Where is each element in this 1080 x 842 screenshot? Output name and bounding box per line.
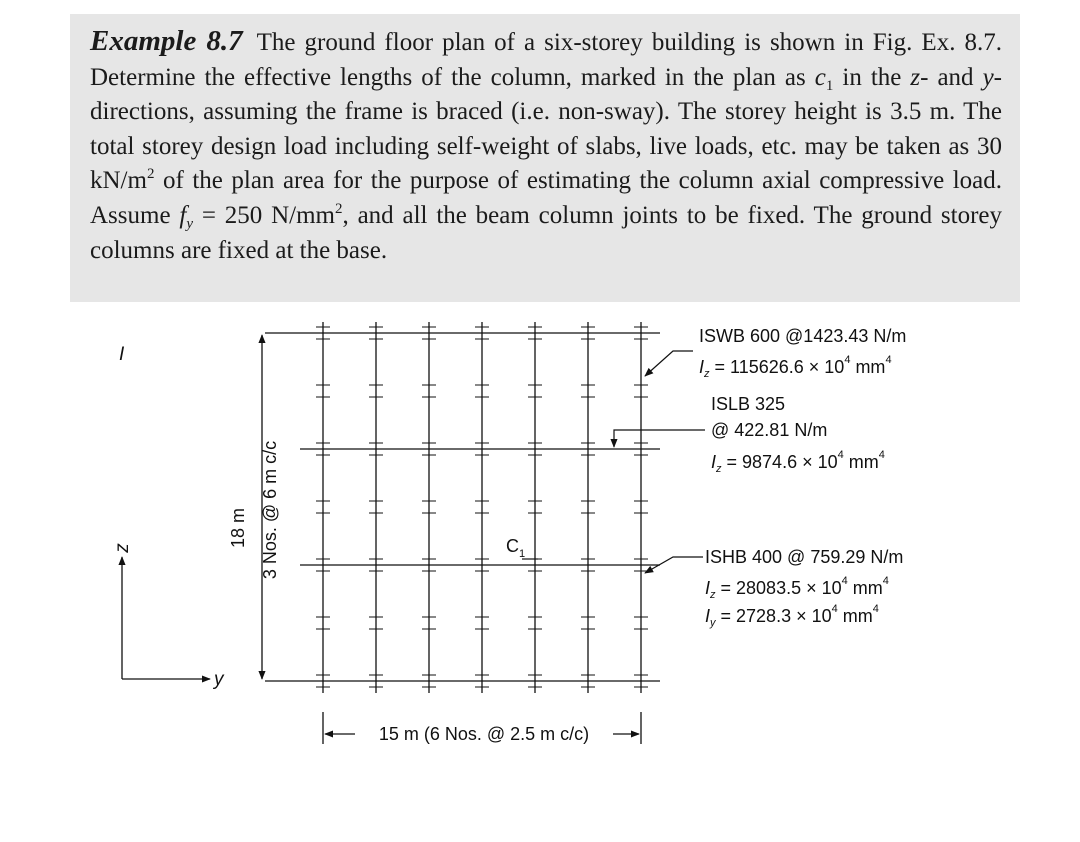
y-symbol: y (982, 63, 994, 91)
section-mark: I (119, 344, 125, 365)
z-symbol: z (910, 63, 921, 91)
column-label: C (506, 536, 519, 556)
beam-3-inertia-z: $I_z = 28083.5 \times 10^4$ $mm^4$ (705, 575, 889, 601)
fy-symbol: f (179, 201, 187, 229)
beam-3-name: ISHB 400 @ 759.29 N/m (705, 547, 904, 567)
dimension-vertical-spacing: 3 Nos. @ 6 m c/c (260, 440, 280, 580)
beam-2-annotation (711, 394, 885, 475)
axes (112, 344, 225, 690)
problem-text-2: in the (833, 63, 911, 91)
column-symbol: c (814, 63, 826, 91)
column-symbol-subscript: 1 (825, 77, 834, 94)
problem-text-6: = 250 N/mm (193, 201, 335, 229)
beam-1-inertia: $I_z = 115626.6 \times 10^4$ $mm^4$ (699, 354, 892, 380)
beam-1-name: ISWB 600 @1423.43 N/m (699, 326, 907, 346)
squared-1: 2 (146, 166, 155, 183)
beam-3-annotation (705, 547, 903, 629)
fy-subscript: y (186, 215, 194, 232)
z-axis-label: z (112, 543, 133, 553)
y-axis-label: y (214, 669, 224, 690)
column-lines (323, 322, 641, 693)
column-label-subscript: 1 (519, 548, 526, 560)
squared-2: 2 (335, 200, 343, 217)
problem-text-1: The ground floor plan of a six-storey building is shown in Fig. Ex. 8.7. Determine the effective lengths of the column, marked in the plan as (90, 29, 1002, 91)
dimension-vertical-total: 18 m (228, 507, 248, 549)
problem-text-3: - and (920, 63, 983, 91)
leaders (614, 351, 705, 573)
beam-2-name: ISLB 325 (711, 394, 786, 414)
leader-beam-2 (614, 430, 705, 447)
example-title: Example 8.7 (90, 25, 243, 57)
problem-text-5: of the plan area for the purpose of estimating the column axial compressive load. Assume (90, 167, 1002, 229)
leader-beam-1 (645, 351, 693, 376)
problem-text-4: -directions, assuming the frame is braced (i.e. non-sway). The storey height is 3.5 m. The total storey design load including self-weight of slabs, live loads, etc. may be taken as 30 kN/m (90, 63, 1002, 195)
vertical-dimension (228, 335, 280, 679)
beam-2-inertia: $I_z = 9874.6 \times 10^4$ $mm^4$ (711, 449, 885, 475)
horizontal-dimension (323, 712, 641, 744)
dimension-horizontal: 15 m (6 Nos. @ 2.5 m c/c) (378, 724, 590, 744)
problem-text-7: , and all the beam column joints to be fixed. The ground storey columns are fixed at the base. (90, 201, 1002, 264)
column-c1-label (506, 536, 538, 560)
beam-2-weight: @ 422.81 N/m (711, 420, 828, 440)
beam-1-annotation (699, 326, 906, 380)
beam-3-inertia-y: $I_y = 2728.3 \times 10^4$ $mm^4$ (705, 603, 879, 629)
